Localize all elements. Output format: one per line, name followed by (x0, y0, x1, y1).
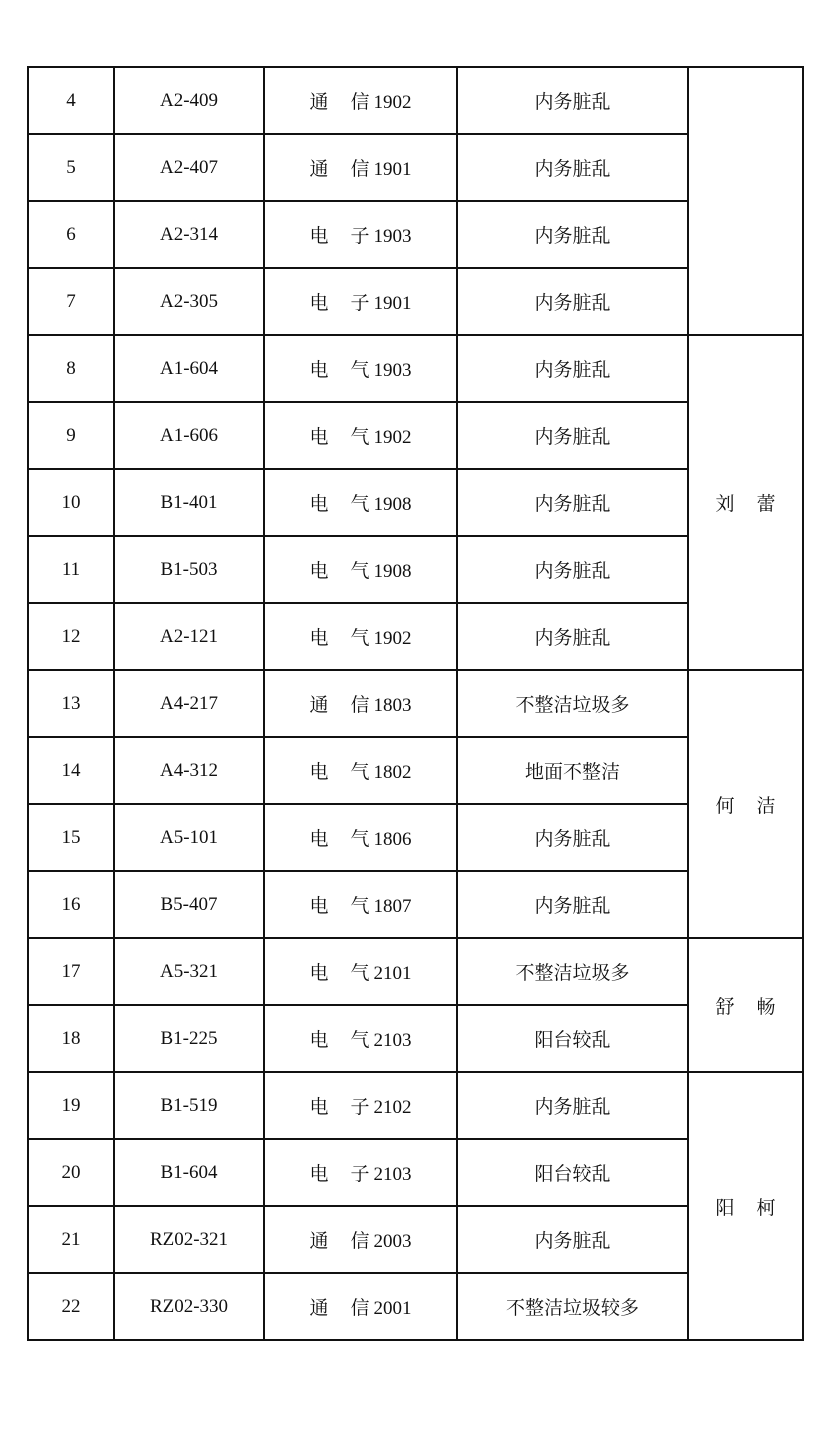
class-year-number: 1807 (373, 896, 412, 917)
class-major-char-2: 气 (350, 359, 370, 381)
room-number-cell: B1-401 (114, 469, 264, 536)
room-number-cell: RZ02-321 (114, 1206, 264, 1273)
table-row (28, 402, 803, 469)
issue-cell: 内务脏乱 (457, 67, 688, 134)
class-major-char-2: 气 (350, 828, 370, 850)
class-year-number: 2102 (373, 1097, 412, 1118)
class-major-char-2: 气 (350, 761, 370, 783)
room-number-cell: A1-606 (114, 402, 264, 469)
table-row (28, 335, 803, 402)
issue-cell: 不整洁垃圾较多 (457, 1273, 688, 1340)
class-cell (264, 1273, 457, 1340)
class-major-char-2: 气 (350, 493, 370, 515)
issue-cell: 内务脏乱 (457, 1206, 688, 1273)
room-number-cell: B1-519 (114, 1072, 264, 1139)
class-cell (264, 938, 457, 1005)
class-major-char-2: 子 (350, 1163, 370, 1185)
class-year-number: 1902 (373, 427, 412, 448)
class-year-number: 1902 (373, 628, 412, 649)
class-cell (264, 603, 457, 670)
inspector-cell: 阳柯 (688, 1072, 803, 1340)
class-cell (264, 402, 457, 469)
class-major-char-1: 电 (309, 761, 329, 783)
class-year-number: 1803 (373, 695, 412, 716)
issue-cell: 不整洁垃圾多 (457, 670, 688, 737)
row-number-cell: 7 (28, 268, 114, 335)
row-number-cell: 9 (28, 402, 114, 469)
room-number-cell: RZ02-330 (114, 1273, 264, 1340)
class-year-number: 1802 (373, 762, 412, 783)
class-year-number: 1908 (373, 561, 412, 582)
table-row (28, 1206, 803, 1273)
class-major-char-1: 电 (309, 426, 329, 448)
table-row (28, 1139, 803, 1206)
row-number-cell: 20 (28, 1139, 114, 1206)
issue-cell: 阳台较乱 (457, 1005, 688, 1072)
issue-cell: 内务脏乱 (457, 871, 688, 938)
class-major-char-2: 信 (350, 1230, 370, 1252)
class-major-char-1: 电 (309, 895, 329, 917)
table-row (28, 737, 803, 804)
table-body (28, 67, 803, 1340)
room-number-cell: A5-101 (114, 804, 264, 871)
issue-cell: 内务脏乱 (457, 603, 688, 670)
room-number-cell: A1-604 (114, 335, 264, 402)
class-major-char-2: 信 (350, 158, 370, 180)
inspector-cell: 舒畅 (688, 938, 803, 1072)
class-year-number: 1901 (373, 293, 412, 314)
class-cell (264, 134, 457, 201)
inspector-cell: 何洁 (688, 670, 803, 938)
class-cell (264, 536, 457, 603)
table-row (28, 469, 803, 536)
class-major-char-2: 气 (350, 627, 370, 649)
class-year-number: 1806 (373, 829, 412, 850)
class-year-number: 2103 (373, 1164, 412, 1185)
table-row (28, 670, 803, 737)
row-number-cell: 13 (28, 670, 114, 737)
issue-cell: 内务脏乱 (457, 268, 688, 335)
table-row (28, 1005, 803, 1072)
class-major-char-1: 通 (309, 1230, 329, 1252)
class-cell (264, 201, 457, 268)
class-major-char-1: 通 (309, 91, 329, 113)
row-number-cell: 21 (28, 1206, 114, 1273)
room-number-cell: A5-321 (114, 938, 264, 1005)
table-row (28, 1273, 803, 1340)
row-number-cell: 19 (28, 1072, 114, 1139)
class-major-char-1: 通 (309, 1297, 329, 1319)
issue-cell: 内务脏乱 (457, 804, 688, 871)
class-major-char-2: 气 (350, 1029, 370, 1051)
class-major-char-2: 信 (350, 91, 370, 113)
class-major-char-1: 电 (309, 493, 329, 515)
class-major-char-1: 电 (309, 292, 329, 314)
room-number-cell: B1-604 (114, 1139, 264, 1206)
issue-cell: 内务脏乱 (457, 134, 688, 201)
class-major-char-1: 电 (309, 627, 329, 649)
table-row (28, 871, 803, 938)
row-number-cell: 10 (28, 469, 114, 536)
class-cell (264, 335, 457, 402)
class-major-char-1: 电 (309, 560, 329, 582)
class-major-char-1: 电 (309, 359, 329, 381)
table-row (28, 1072, 803, 1139)
class-cell (264, 737, 457, 804)
class-major-char-1: 电 (309, 962, 329, 984)
class-cell (264, 670, 457, 737)
table-row (28, 804, 803, 871)
class-cell (264, 1139, 457, 1206)
room-number-cell: A2-314 (114, 201, 264, 268)
class-cell (264, 1072, 457, 1139)
class-major-char-2: 子 (350, 1096, 370, 1118)
row-number-cell: 16 (28, 871, 114, 938)
class-year-number: 2101 (373, 963, 412, 984)
room-number-cell: A4-217 (114, 670, 264, 737)
room-number-cell: B1-503 (114, 536, 264, 603)
row-number-cell: 17 (28, 938, 114, 1005)
issue-cell: 不整洁垃圾多 (457, 938, 688, 1005)
room-number-cell: A4-312 (114, 737, 264, 804)
class-major-char-2: 气 (350, 962, 370, 984)
class-major-char-1: 电 (309, 225, 329, 247)
table-row (28, 201, 803, 268)
row-number-cell: 22 (28, 1273, 114, 1340)
class-year-number: 2001 (373, 1298, 412, 1319)
issue-cell: 地面不整洁 (457, 737, 688, 804)
row-number-cell: 14 (28, 737, 114, 804)
class-cell (264, 67, 457, 134)
class-major-char-1: 电 (309, 1029, 329, 1051)
class-major-char-2: 气 (350, 895, 370, 917)
class-major-char-2: 子 (350, 225, 370, 247)
class-major-char-2: 子 (350, 292, 370, 314)
issue-cell: 内务脏乱 (457, 469, 688, 536)
class-major-char-2: 信 (350, 694, 370, 716)
room-number-cell: B5-407 (114, 871, 264, 938)
row-number-cell: 5 (28, 134, 114, 201)
table-row (28, 536, 803, 603)
room-number-cell: B1-225 (114, 1005, 264, 1072)
table-row (28, 134, 803, 201)
class-cell (264, 268, 457, 335)
table-row (28, 268, 803, 335)
class-major-char-1: 电 (309, 828, 329, 850)
class-year-number: 1902 (373, 92, 412, 113)
class-cell (264, 1206, 457, 1273)
class-cell (264, 804, 457, 871)
class-year-number: 1903 (373, 360, 412, 381)
row-number-cell: 8 (28, 335, 114, 402)
class-year-number: 1908 (373, 494, 412, 515)
row-number-cell: 18 (28, 1005, 114, 1072)
room-number-cell: A2-121 (114, 603, 264, 670)
issue-cell: 内务脏乱 (457, 536, 688, 603)
issue-cell: 阳台较乱 (457, 1139, 688, 1206)
issue-cell: 内务脏乱 (457, 335, 688, 402)
class-cell (264, 469, 457, 536)
class-major-char-1: 电 (309, 1163, 329, 1185)
row-number-cell: 4 (28, 67, 114, 134)
row-number-cell: 12 (28, 603, 114, 670)
class-major-char-2: 信 (350, 1297, 370, 1319)
class-year-number: 1901 (373, 159, 412, 180)
inspector-cell (688, 67, 803, 335)
class-cell (264, 871, 457, 938)
table-row (28, 938, 803, 1005)
issue-cell: 内务脏乱 (457, 402, 688, 469)
class-major-char-1: 通 (309, 158, 329, 180)
inspector-cell: 刘蕾 (688, 335, 803, 670)
class-year-number: 2003 (373, 1231, 412, 1252)
issue-cell: 内务脏乱 (457, 201, 688, 268)
room-number-cell: A2-305 (114, 268, 264, 335)
class-major-char-1: 电 (309, 1096, 329, 1118)
table-row (28, 603, 803, 670)
row-number-cell: 6 (28, 201, 114, 268)
class-cell (264, 1005, 457, 1072)
class-major-char-1: 通 (309, 694, 329, 716)
room-number-cell: A2-407 (114, 134, 264, 201)
dormitory-inspection-table (27, 66, 804, 1341)
issue-cell: 内务脏乱 (457, 1072, 688, 1139)
class-major-char-2: 气 (350, 560, 370, 582)
row-number-cell: 11 (28, 536, 114, 603)
table-row (28, 67, 803, 134)
class-year-number: 2103 (373, 1030, 412, 1051)
room-number-cell: A2-409 (114, 67, 264, 134)
class-year-number: 1903 (373, 226, 412, 247)
class-major-char-2: 气 (350, 426, 370, 448)
row-number-cell: 15 (28, 804, 114, 871)
